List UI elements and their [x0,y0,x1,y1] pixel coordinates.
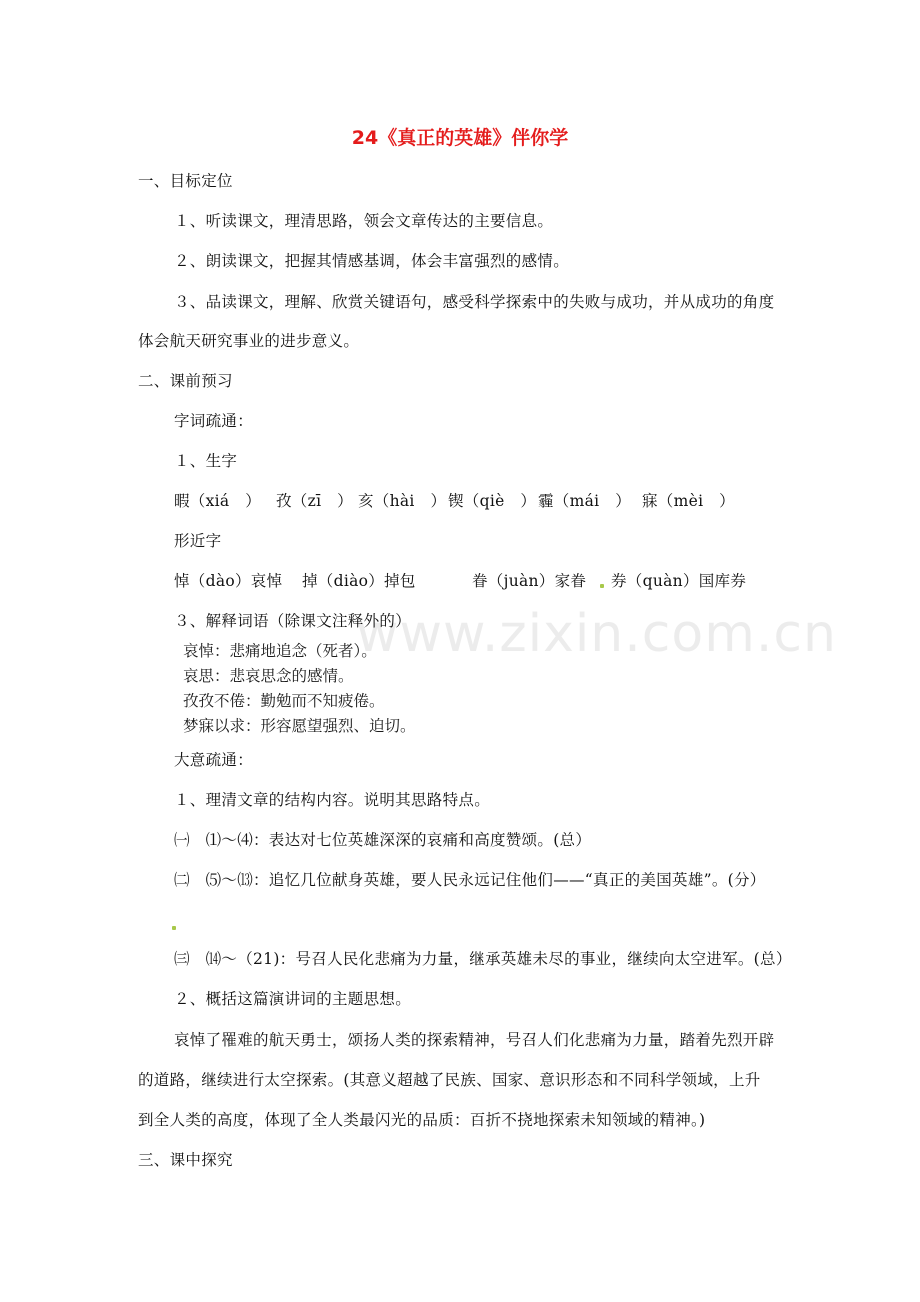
xingjin-item: 悼（dào）哀悼 [174,572,283,590]
theme-text: 哀悼了罹难的航天勇士，颂扬人类的探索精神，号召人们化悲痛为力量，踏着先烈开辟 [174,1031,775,1049]
goal-item-1: １、听读课文，理清思路，领会文章传达的主要信息。 [174,212,554,230]
marker-dot [600,584,604,588]
theme-text: 到全人类的高度，体现了全人类最闪光的品质：百折不挠地探索未知领域的精神。) [138,1111,706,1129]
definition-item: 孜孜不倦：勤勉而不知疲倦。 [183,692,385,710]
shengzi-item: 霾（mái ） [538,492,631,510]
structure-item: ㈡ ⑸～⒀：追忆几位献身英雄，要人民永远记住他们——“真正的美国英雄”。(分） [174,871,766,889]
section-heading-2: 二、课前预习 [138,372,233,390]
structure-item: ㈠ ⑴～⑷：表达对七位英雄深深的哀痛和高度赞颂。(总） [174,831,592,849]
jieshi-label: ３、解释词语（除课文注释外的） [174,612,412,630]
shengzi-item: 孜（zī ） [276,492,353,510]
shengzi-item: 寐（mèi ） [642,492,735,510]
xingjin-label: 形近字 [174,532,222,550]
goal-item-2: ２、朗读课文，把握其情感基调，体会丰富强烈的感情。 [174,252,570,270]
page-title: 24《真正的英雄》伴你学 [351,127,569,149]
theme-text: 的道路，继续进行太空探索。(其意义超越了民族、国家、意识形态和不同科学领域，上升 [138,1071,761,1089]
definition-item: 哀思：悲哀思念的感情。 [183,667,354,685]
definition-item: 哀悼：悲痛地追念（死者）。 [183,642,377,660]
structure-label: １、理清文章的结构内容。说明其思路特点。 [174,791,491,809]
structure-item: ㈢ ⒁～（21)：号召人民化悲痛为力量，继承英雄未尽的事业，继续向太空进军。(总） [174,950,792,968]
shengzi-item: 锲（qiè ） [448,492,537,510]
zici-label: 字词疏通： [174,412,254,430]
xingjin-item: 眷（juàn）家眷 [472,572,587,590]
shengzi-label: １、生字 [174,452,238,470]
goal-item-3: ３、品读课文，理解、欣赏关键语句，感受科学探索中的失败与成功，并从成功的角度 [174,293,775,311]
section-heading-3: 三、课中探究 [138,1151,233,1169]
xingjin-item: 券（quàn）国库券 [611,572,747,590]
watermark: www.zixin.com.cn [356,604,837,664]
dayi-label: 大意疏通： [174,751,254,769]
goal-item-3-cont: 体会航天研究事业的进步意义。 [138,332,360,350]
definition-item: 梦寐以求：形容愿望强烈、迫切。 [183,717,416,735]
shengzi-item: 暇（xiá ） [174,492,262,510]
marker-dot [172,926,176,930]
shengzi-item: 亥（hài ） [358,492,447,510]
theme-label: ２、概括这篇演讲词的主题思想。 [174,990,412,1008]
section-heading-1: 一、目标定位 [138,172,233,190]
xingjin-item: 掉（diào）掉包 [302,572,416,590]
